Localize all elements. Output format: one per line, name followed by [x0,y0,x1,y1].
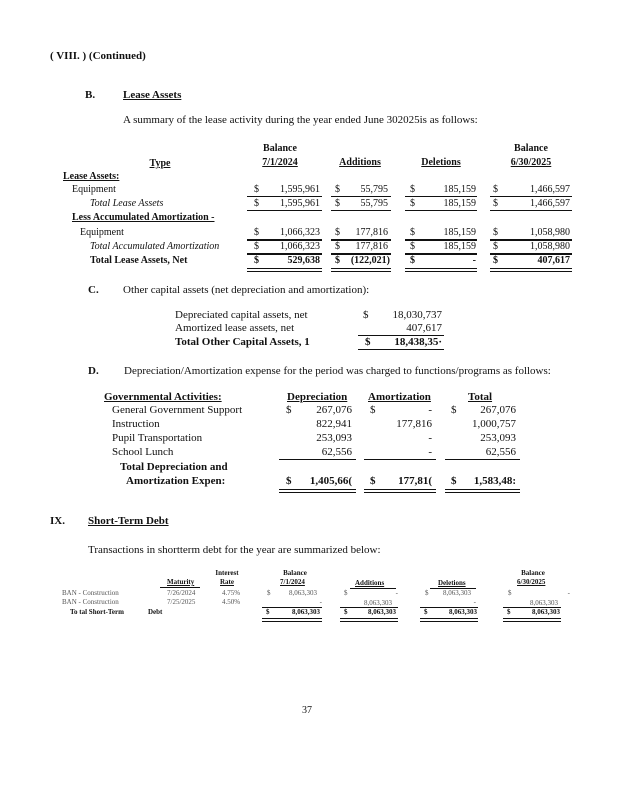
currency-sign: $ [267,589,271,597]
currency-sign: $ [254,241,259,252]
row-label: Total Other Capital Assets, 1 [175,336,310,348]
header-amortization: Amortization [368,391,431,403]
cell-additions: 55,795 [360,198,388,209]
currency-sign: $ [410,198,415,209]
cell-rate: 4.75% [222,589,241,597]
row-label: Depreciated capital assets, net [175,309,308,321]
cell-bal-end: 1,466,597 [530,198,570,209]
cell-bal-start: 8,063,303 [289,589,317,597]
lease-assets-label: Lease Assets: [63,171,120,182]
cell-bal-end: - [567,589,570,597]
cell-additions: 55,795 [360,184,388,195]
page-number: 37 [302,705,312,716]
cell-dep: 822,941 [316,418,352,430]
cell-additions: - [395,589,398,597]
header-bal-start: 7/1/2024 [280,578,305,586]
row-label: Instruction [112,418,160,430]
cell-total: 62,556 [485,446,516,458]
currency-sign: $ [335,184,340,195]
currency-sign: $ [410,241,415,252]
depreciation-intro: Depreciation/Amortization expense for the period was charged to functions/programs as follows: [124,365,551,377]
less-amortization-label: Less Accumulated Amortization - [72,212,215,223]
header-depreciation: Depreciation [287,391,348,403]
cell-bal-end-total: 8,063,303 [532,608,560,616]
row-label: BAN - Construction [62,589,119,597]
total-label-debt: Debt [148,608,163,616]
header-balance-start-top: Balance [263,143,297,154]
cell-total-total: 1,583,48: [473,475,516,487]
row-label: Pupil Transportation [112,432,203,444]
row-label: Total Lease Assets, Net [90,255,188,266]
cell-deletions: - [473,598,476,606]
section-letter-d: D. [88,365,99,377]
cell-deletions: 185,159 [443,198,476,209]
currency-sign: $ [451,475,457,487]
cell-bal-start-total: 8,063,303 [292,608,320,616]
currency-sign: $ [286,404,292,416]
cell-additions-total: 8,063,303 [368,608,396,616]
section-numeral-ix: IX. [50,515,65,527]
header-bal-start-top: Balance [283,569,307,577]
currency-sign: $ [410,227,415,238]
other-capital-intro: Other capital assets (net depreciation and amortization): [123,284,370,296]
currency-sign: $ [286,475,292,487]
header-rate-top: Interest [215,569,239,577]
header-balance-end: 6/30/2025 [510,157,552,168]
cell-bal-start: - [319,598,322,606]
cell-deletions: 8,063,303 [443,589,471,597]
cell-deletions: 185,159 [443,184,476,195]
currency-sign: $ [254,198,259,209]
cell-amort: - [428,404,432,416]
cell-maturity: 7/26/2024 [167,589,196,597]
short-term-debt-title: Short-Term Debt [88,515,169,527]
header-balance-start: 7/1/2024 [262,157,298,168]
currency-sign: $ [493,198,498,209]
currency-sign: $ [493,255,498,266]
currency-sign: $ [493,227,498,238]
row-label: School Lunch [112,446,174,458]
cell-amort: - [428,446,432,458]
cell-bal-start: 1,066,323 [280,227,320,238]
section-continued-heading: ( VIII. ) (Continued) [50,50,146,62]
cell-deletions: 185,159 [443,241,476,252]
currency-sign: $ [344,608,348,616]
section-letter-c: C. [88,284,99,296]
currency-sign: $ [335,198,340,209]
cell-bal-start: 1,595,961 [280,198,320,209]
currency-sign: $ [266,608,270,616]
row-label: Equipment [80,227,124,238]
cell-bal-end: 1,058,980 [530,227,570,238]
cell-deletions: 185,159 [443,227,476,238]
currency-sign: $ [493,184,498,195]
lease-intro: A summary of the lease activity during the year ended June 302025is as follows: [123,114,478,126]
header-balance-end-top: Balance [514,143,548,154]
cell-total: 1,000,757 [472,418,516,430]
cell-amort: 177,816 [396,418,432,430]
header-activity: Governmental Activities: [104,391,222,403]
row-label: Equipment [72,184,116,195]
short-term-intro: Transactions in shortterm debt for the year are summarized below: [88,544,381,556]
cell-bal-start: 1,066,323 [280,241,320,252]
currency-sign: $ [507,608,511,616]
currency-sign: $ [410,184,415,195]
cell-amort: - [428,432,432,444]
cell-value: 407,617 [406,322,442,334]
header-deletions: Deletions [421,157,461,168]
cell-dep: 62,556 [321,446,352,458]
cell-additions: 177,816 [355,227,388,238]
cell-amort-total: 177,81( [398,475,432,487]
currency-sign: $ [365,336,371,348]
cell-value: 18,030,737 [392,309,442,321]
currency-sign: $ [335,241,340,252]
currency-sign: $ [254,184,259,195]
cell-bal-end: 1,058,980 [530,241,570,252]
currency-sign: $ [410,255,415,266]
currency-sign: $ [425,589,429,597]
header-rate: Rate [220,578,234,586]
currency-sign: $ [335,255,340,266]
currency-sign: $ [370,404,376,416]
total-label: To tal Short-Term [70,608,124,616]
currency-sign: $ [254,255,259,266]
cell-additions: (122,021) [350,255,390,266]
currency-sign: $ [451,404,457,416]
row-label: Total Lease Assets [90,198,164,209]
currency-sign: $ [493,241,498,252]
cell-deletions: - [472,255,476,266]
cell-bal-start: 1,595,961 [280,184,320,195]
row-label: Amortized lease assets, net [175,322,295,334]
row-label: Total Accumulated Amortization [90,241,220,252]
cell-bal-end: 1,466,597 [530,184,570,195]
currency-sign: $ [344,589,348,597]
cell-maturity: 7/25/2025 [167,598,196,606]
section-letter-b: B. [85,89,96,101]
cell-additions: 8,063,303 [364,599,392,607]
currency-sign: $ [508,589,512,597]
cell-additions: 177,816 [355,241,388,252]
header-additions: Additions [355,579,385,587]
header-additions: Additions [339,157,381,168]
cell-bal-start: 529,638 [287,255,320,266]
header-maturity: Maturity [167,578,195,586]
cell-dep-total: 1,405,66( [309,475,352,487]
header-total: Total [468,391,493,403]
cell-value: 18,438,35· [394,336,442,348]
currency-sign: $ [254,227,259,238]
currency-sign: $ [363,309,369,321]
cell-total: 267,076 [480,404,516,416]
total-label-line2: Amortization Expen: [126,475,226,487]
cell-dep: 267,076 [316,404,352,416]
currency-sign: $ [424,608,428,616]
total-label-line1: Total Depreciation and [120,461,228,473]
header-bal-end: 6/30/2025 [517,578,546,586]
row-label: General Government Support [112,404,243,416]
header-deletions: Deletions [438,579,466,587]
cell-total: 253,093 [480,432,516,444]
currency-sign: $ [370,475,376,487]
header-bal-end-top: Balance [521,569,545,577]
cell-deletions-total: 8,063,303 [449,608,477,616]
currency-sign: $ [335,227,340,238]
cell-dep: 253,093 [316,432,352,444]
header-type: Type [149,158,171,169]
cell-rate: 4.50% [222,598,241,606]
row-label: BAN - Construction [62,598,119,606]
lease-assets-title: Lease Assets [123,89,182,101]
cell-bal-end: 407,617 [537,255,570,266]
cell-bal-end: 8,063,303 [530,599,558,607]
